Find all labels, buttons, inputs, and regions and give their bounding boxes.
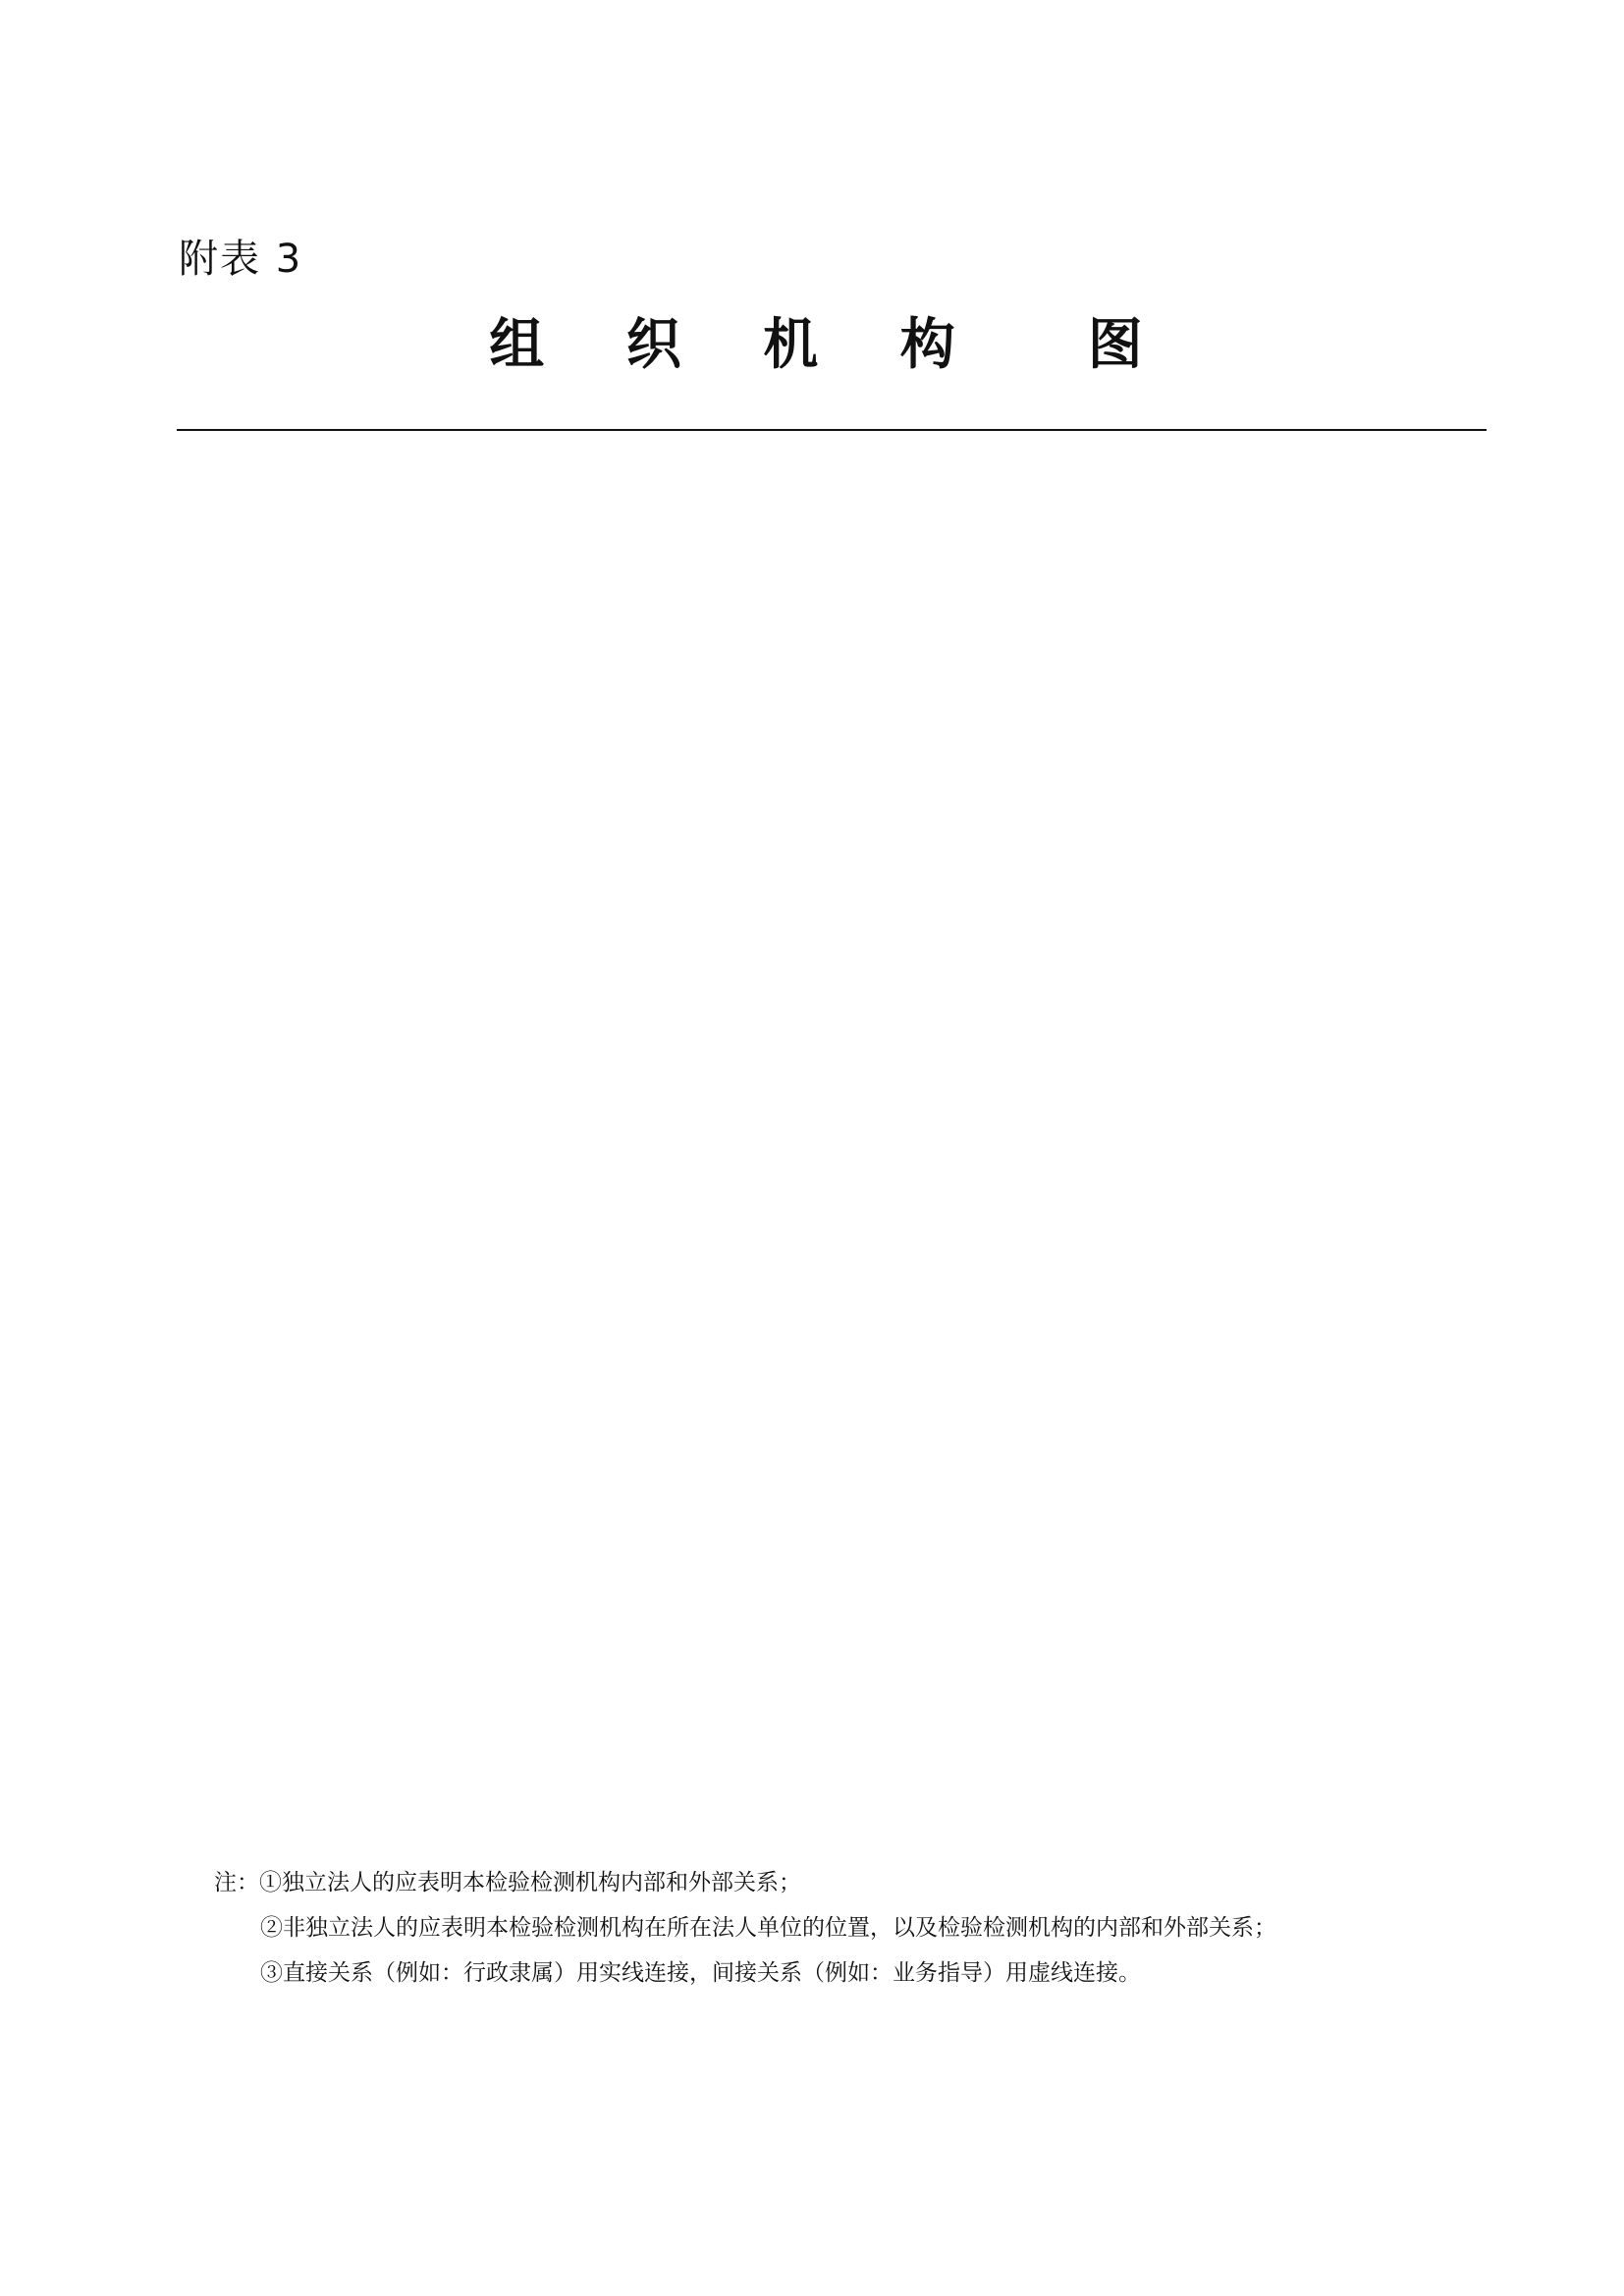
org-chart-blank-area [177,452,1487,1845]
appendix-label: 附表 3 [179,237,303,282]
note-line-2: ②非独立法人的应表明本检验检测机构在所在法人单位的位置，以及检验检测机构的内部和外部关系； [260,1915,1276,1941]
note-line-3: ③直接关系（例如：行政隶属）用实线连接，间接关系（例如：业务指导）用虚线连接。 [260,1960,1141,1986]
notes-section [214,1860,1276,1996]
note-line-1: 注：①独立法人的应表明本检验检测机构内部和外部关系； [214,1870,801,1896]
title-divider [177,429,1487,431]
page-title: 组 织 机 构 图 [489,313,1174,377]
